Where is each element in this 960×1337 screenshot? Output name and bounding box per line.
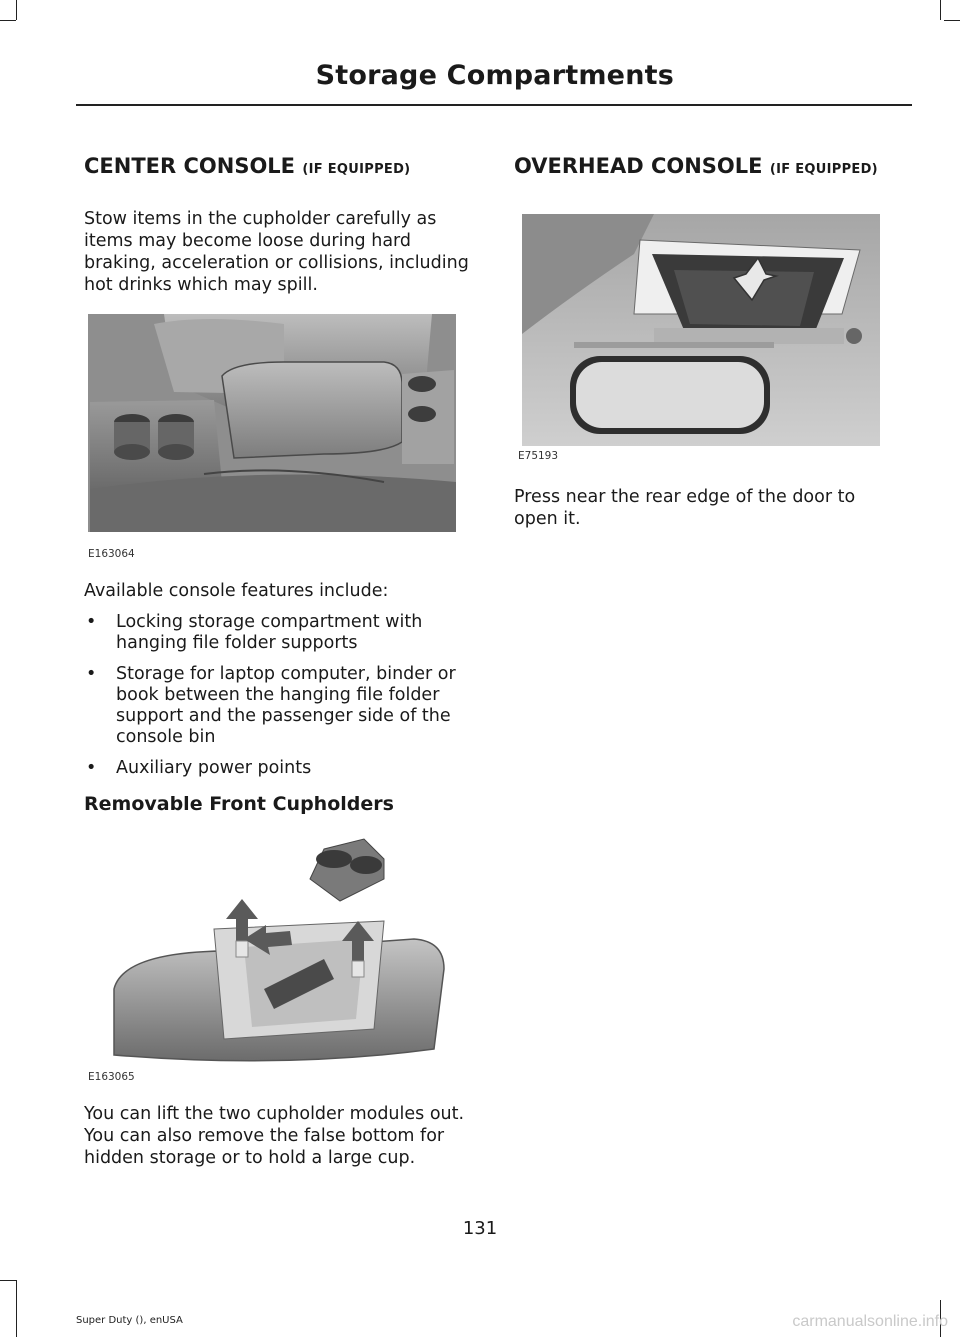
figure-code: E163065 [88, 1071, 135, 1083]
footer-text: Super Duty (), enUSA [76, 1315, 183, 1326]
list-item [84, 664, 476, 748]
bullet: • [86, 758, 97, 778]
center-console-illustration [84, 314, 460, 542]
crop-mark [0, 20, 16, 21]
heading-text: CENTER CONSOLE [84, 154, 296, 178]
overhead-console-heading [514, 148, 884, 188]
overhead-console-figure [514, 214, 884, 462]
cupholder-figure [84, 829, 476, 1083]
cupholders-subheading: Removable Front Cupholders [84, 793, 394, 815]
crop-mark [940, 0, 941, 20]
page-header-title: Storage Compartments [315, 60, 674, 91]
crop-mark [16, 1280, 17, 1337]
page-number: 131 [462, 1218, 498, 1239]
list-item-text: Storage for laptop computer, binder or book between the hanging file folder support and the passenger side of the console bin [116, 664, 456, 747]
cupholder-illustration [84, 829, 476, 1075]
right-column [514, 148, 884, 530]
left-column [84, 148, 476, 1169]
bullet: • [86, 612, 97, 632]
figure-code: E75193 [518, 450, 559, 462]
watermark: carmanualsonline.info [792, 1313, 948, 1330]
cupholders-description: You can lift the two cupholder modules out. You can also remove the false bottom for hidden storage or to hold a large cup. [84, 1104, 465, 1168]
list-item [84, 612, 476, 654]
heading-qualifier: (IF EQUIPPED) [769, 162, 878, 177]
heading-qualifier: (IF EQUIPPED) [302, 162, 411, 177]
features-list [84, 612, 476, 779]
figure-code: E163064 [88, 548, 135, 560]
features-intro: Available console features include: [84, 581, 389, 601]
heading-text: OVERHEAD CONSOLE [514, 154, 763, 178]
list-item-text: Locking storage compartment with hanging file folder supports [116, 612, 423, 653]
overhead-console-illustration [514, 214, 880, 446]
header-rule [76, 104, 912, 106]
crop-mark [944, 20, 960, 21]
crop-mark [0, 1280, 16, 1281]
center-console-figure [84, 314, 476, 560]
center-console-intro: Stow items in the cupholder carefully as items may become loose during hard braking, acceleration or collisions, including hot drinks which may spill. [84, 209, 469, 295]
overhead-console-description: Press near the rear edge of the door to open it. [514, 487, 856, 529]
list-item-text: Auxiliary power points [116, 758, 312, 778]
center-console-heading [84, 148, 476, 188]
bullet: • [86, 664, 97, 684]
crop-mark [16, 0, 17, 20]
list-item [84, 758, 476, 779]
